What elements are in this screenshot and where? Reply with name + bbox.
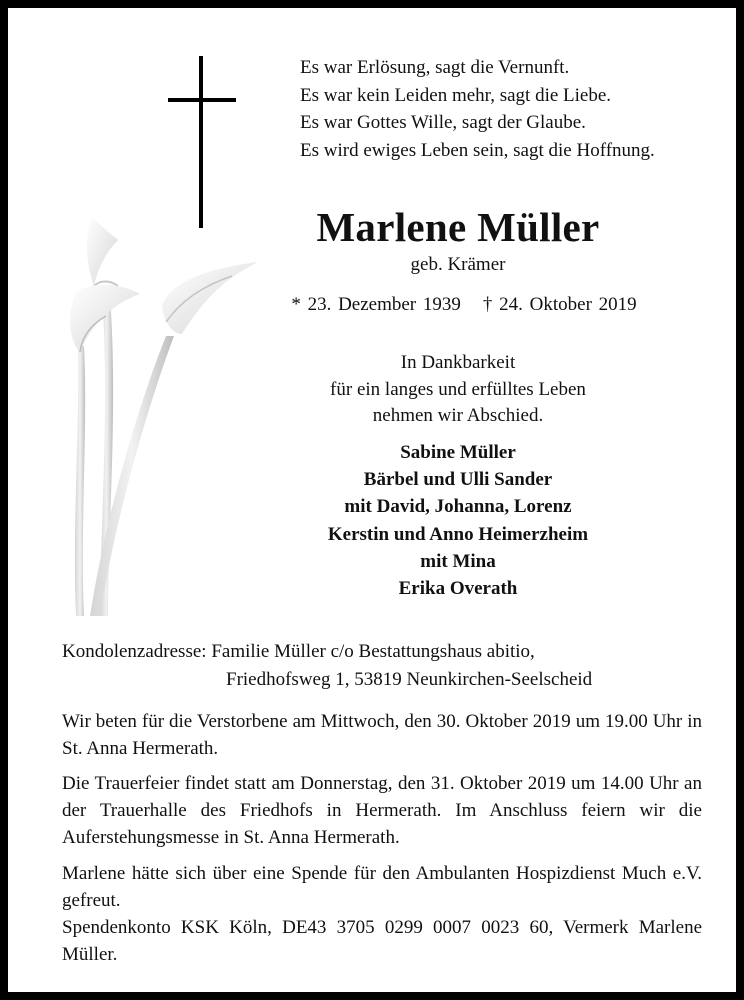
condolence-label: Kondolenzadresse: <box>62 641 207 662</box>
farewell-line: In Dankbarkeit <box>400 352 516 373</box>
donation-paragraph: Marlene hätte sich über eine Spende für den Ambulanten Hospizdienst Much e.V. gefreut. <box>62 863 702 911</box>
poem <box>300 54 720 164</box>
farewell-line: für ein langes und erfülltes Leben <box>330 378 586 400</box>
life-dates <box>254 292 674 318</box>
farewell-line: nehmen wir Abschied. <box>372 405 544 426</box>
poem-line: Es war kein Leiden mehr, sagt die Liebe. <box>300 84 612 106</box>
mourner: Sabine Müller <box>400 442 516 463</box>
maiden-name: geb. Krämer <box>410 254 506 275</box>
bank-account-paragraph: Spendenkonto KSK Köln, DE43 3705 0299 0007 0023 60, Vermerk Marlene Müller. <box>62 917 702 965</box>
mourner: mit David, Johanna, Lorenz <box>344 496 572 518</box>
poem-line: Es war Gottes Wille, sagt der Glaube. <box>300 112 586 133</box>
birth-date: * 23. Dezember 1939 <box>291 294 461 315</box>
poem-line: Es war Erlösung, sagt die Vernunft. <box>300 57 570 78</box>
mourner: Erika Overath <box>398 578 518 600</box>
mourners-list <box>258 439 658 602</box>
condolence-address <box>62 638 722 694</box>
condolence-line: Familie Müller c/o Bestattungshaus abitio, <box>211 641 535 662</box>
prayer-paragraph: Wir beten für die Verstorbene am Mittwoch, den 30. Oktober 2019 um 19.00 Uhr in St. Anna Hermerath. <box>62 711 702 759</box>
poem-line: Es wird ewiges Leben sein, sagt die Hoffnung. <box>300 139 655 161</box>
farewell-text <box>258 350 658 430</box>
deceased-name: Marlene Müller <box>316 204 600 250</box>
condolence-line: Friedhofsweg 1, 53819 Neunkirchen-Seelscheid <box>226 669 593 690</box>
funeral-paragraph: Die Trauerfeier findet statt am Donnerstag, den 31. Oktober 2019 um 14.00 Uhr an der Trauerhalle des Friedhofs in Hermerath. Im Anschluss feiern wir die Auferstehungsmesse in St. Anna Hermerath. <box>62 773 702 848</box>
mourner: mit Mina <box>420 550 496 572</box>
cross-icon <box>168 56 236 228</box>
mourner: Bärbel und Ulli Sander <box>363 469 553 491</box>
death-date: † 24. Oktober 2019 <box>482 294 637 315</box>
mourner: Kerstin und Anno Heimerzheim <box>327 523 589 545</box>
calla-lily-illustration <box>62 206 262 618</box>
